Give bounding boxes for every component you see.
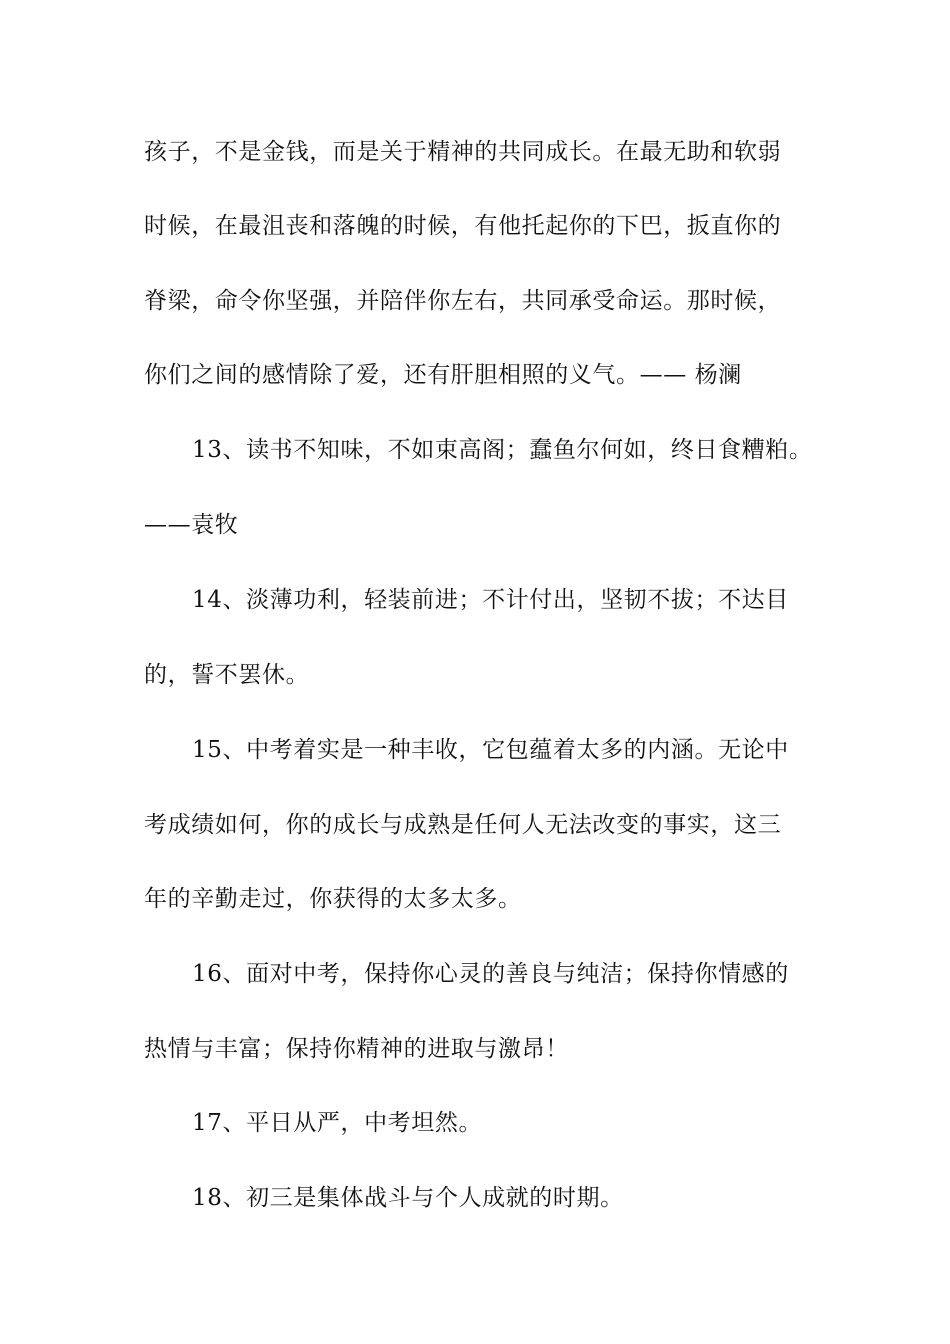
quote-17-line: 17、平日从严，中考坦然。: [192, 1110, 483, 1136]
text-line: 时候，在最沮丧和落魄的时候，有他托起你的下巴，扳直你的: [144, 213, 782, 239]
quote-15-line: 15、中考着实是一种丰收，它包蕴着太多的内涵。无论中: [192, 737, 789, 763]
quote-13-line: 13、读书不知味，不如束高阁；蠢鱼尔何如，终日食糟粕。: [192, 437, 813, 463]
text-line: 考成绩如何，你的成长与成熟是任何人无法改变的事实，这三: [144, 812, 782, 838]
text-line: ——袁牧: [144, 512, 239, 538]
text-line: 孩子，不是金钱，而是关于精神的共同成长。在最无助和软弱: [144, 139, 782, 165]
text-line: 的，誓不罢休。: [144, 662, 310, 688]
text-line: 脊梁，命令你坚强，并陪伴你左右，共同承受命运。那时候，: [144, 288, 782, 314]
text-line: 年的辛勤走过，你获得的太多太多。: [144, 886, 522, 912]
quote-18-line: 18、初三是集体战斗与个人成就的时期。: [192, 1185, 624, 1211]
quote-14-line: 14、淡薄功利，轻装前进；不计付出，坚韧不拔；不达目: [192, 587, 789, 613]
text-line: 热情与丰富；保持你精神的进取与激昂！: [144, 1036, 569, 1062]
text-line: 你们之间的感情除了爱，还有肝胆相照的义气。—— 杨澜: [144, 362, 742, 388]
quote-16-line: 16、面对中考，保持你心灵的善良与纯洁；保持你情感的: [192, 961, 789, 987]
